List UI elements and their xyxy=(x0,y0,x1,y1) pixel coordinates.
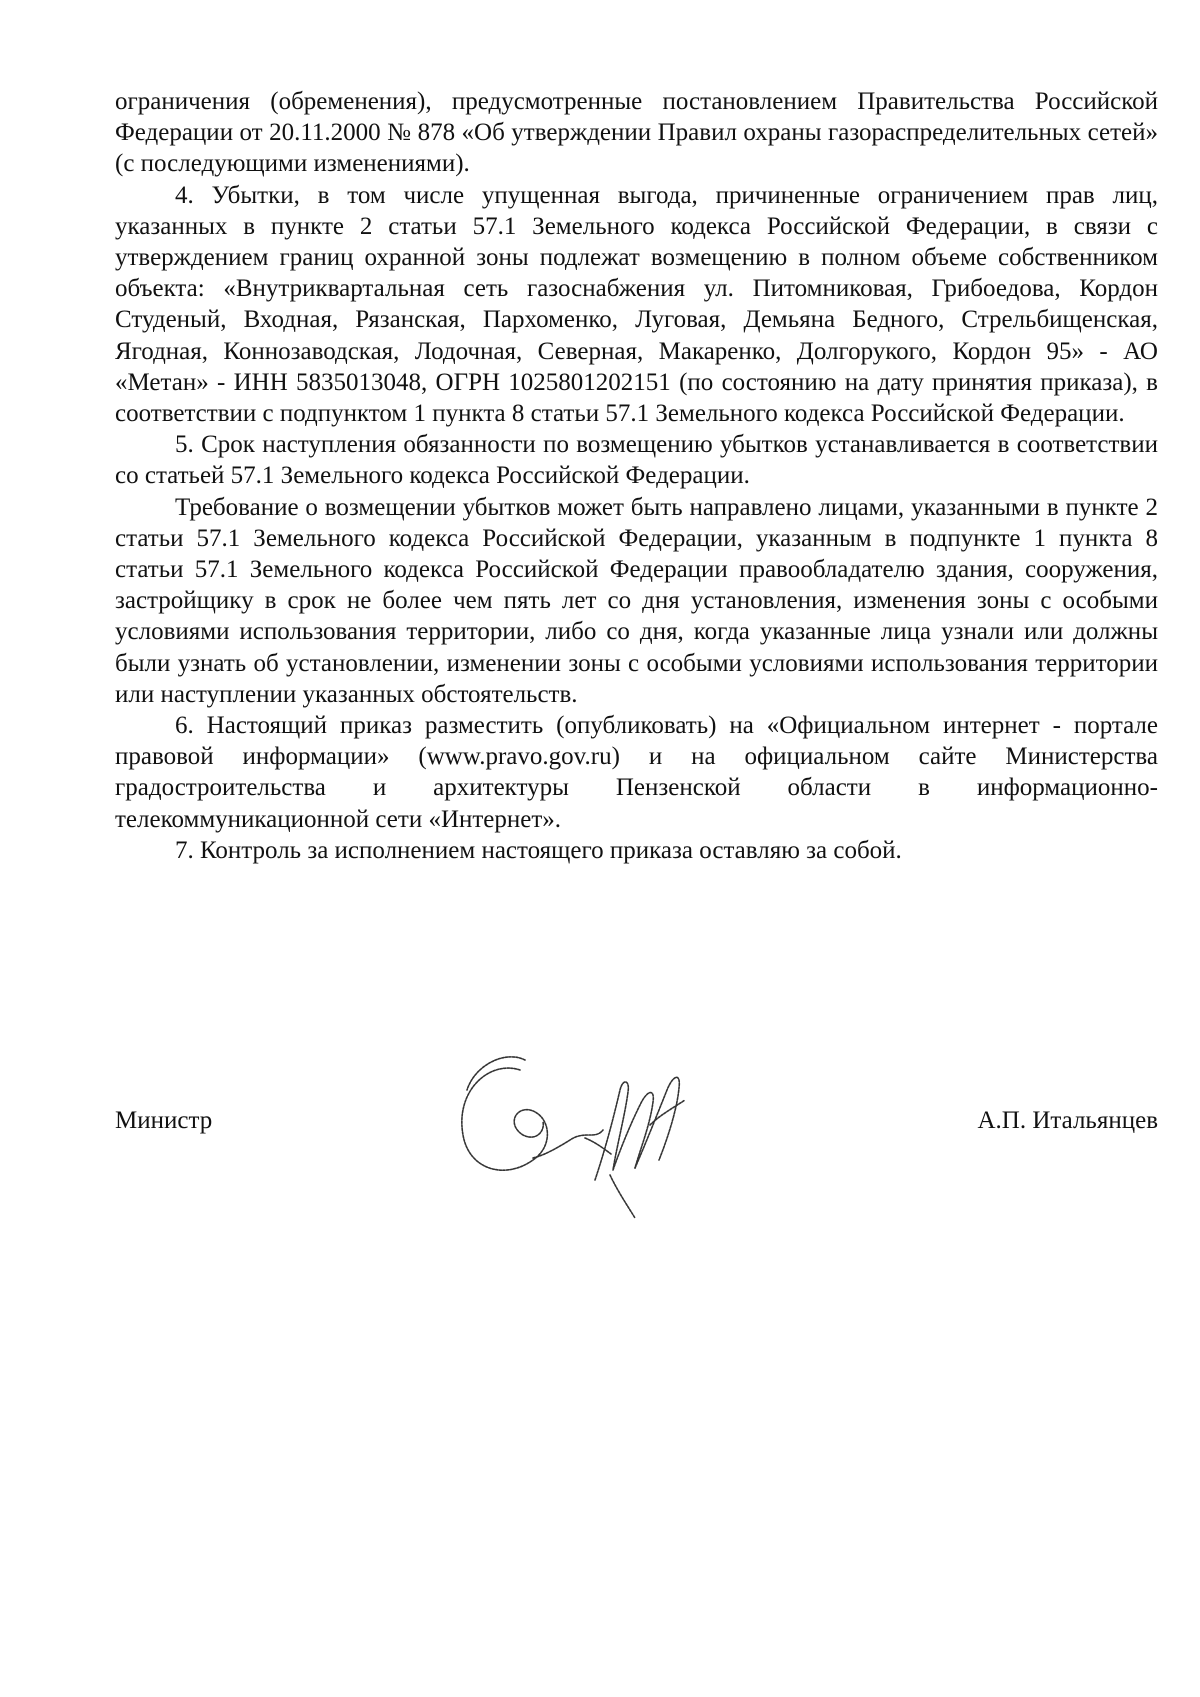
document-body xyxy=(115,86,1158,866)
signatory-name: А.П. Итальянцев xyxy=(977,1107,1158,1134)
paragraph-item-5: 5. Срок наступления обязанности по возмещению убытков устанавливается в соответствии со статьей 57.1 Земельного кодекса Российской Федерации. xyxy=(115,431,1158,490)
paragraph-item-4: 4. Убытки, в том числе упущенная выгода, причиненные ограничением прав лиц, указанных в пункте 2 статьи 57.1 Земельного кодекса Российской Федерации, в связи с утверждением границ охранной зоны подлежат возмещению в полном объеме собственником объекта: «Внутриквартальная сеть газоснабжения ул. Питомниковая, Грибоедова, Кордон Студеный, Входная, Рязанская, Пархоменко, Луговая, Демьяна Бедного, Стрельбищенская, Ягодная, Коннозаводская, Лодочная, Северная, Макаренко, Долгорукого, Кордон 95» - АО «Метан» - ИНН 5835013048, ОГРН 1025801202151 (по состоянию на дату принятия приказа), в соответствии с подпунктом 1 пункта 8 статьи 57.1 Земельного кодекса Российской Федерации. xyxy=(115,181,1158,428)
signatory-title: Министр xyxy=(115,1107,213,1134)
paragraph-item-6: 6. Настоящий приказ разместить (опубликовать) на «Официальном интернет - портале правовой информации» (www.pravo.gov.ru) и на официальном сайте Министерства градостроительства и архитектуры Пензенской области в информационно-телекоммуникационной сети «Интернет». xyxy=(115,712,1158,833)
paragraph-item-7: 7. Контроль за исполнением настоящего приказа оставляю за собой. xyxy=(175,836,902,864)
signature-block xyxy=(115,1020,1158,1220)
paragraph-continuation: ограничения (обременения), предусмотренные постановлением Правительства Российской Федерации от 20.11.2000 № 878 «Об утверждении Правил охраны газораспределительных сетей» (с последующими изменениями). xyxy=(115,88,1158,178)
paragraph-claim-requirement: Требование о возмещении убытков может быть направлено лицами, указанными в пункте 2 статьи 57.1 Земельного кодекса Российской Федерации, указанным в подпункте 1 пункта 8 статьи 57.1 Земельного кодекса Российской Федерации правообладателю здания, сооружения, застройщику в срок не более чем пять лет со дня установления, изменения зоны с особыми условиями использования территории, либо со дня, когда указанные лица узнали или должны были узнать об установлении, изменении зоны с особыми условиями использования территории или наступлении указанных обстоятельств. xyxy=(115,493,1158,708)
handwritten-signature-icon xyxy=(445,1030,705,1220)
